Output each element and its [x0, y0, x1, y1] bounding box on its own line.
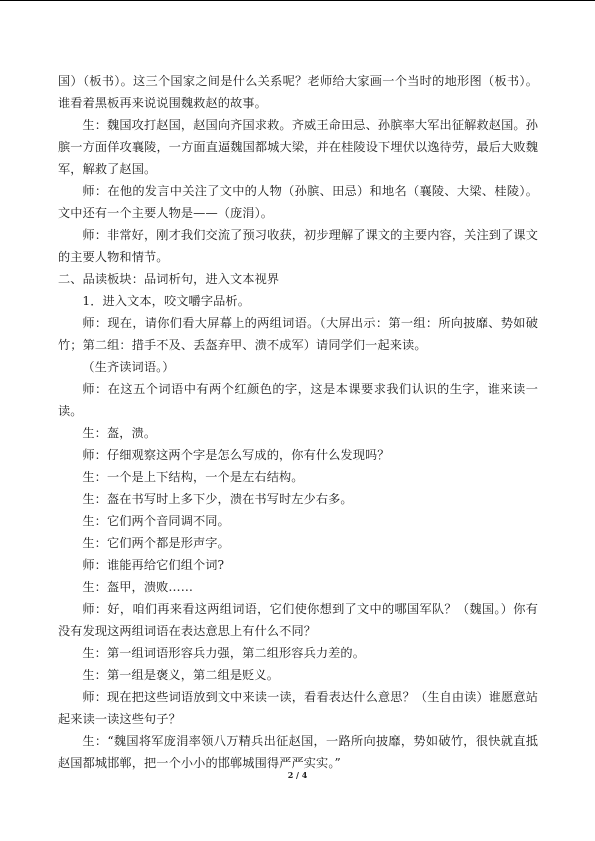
paragraph: 师：好，咱们再来看这两组词语，它们使你想到了文中的哪国军队？（魏国。）你有没有发现这两组词语在表达意思上有什么不同？ [58, 602, 538, 638]
paragraph: 生：第一组词语形容兵力强，第二组形容兵力差的。 [82, 646, 366, 660]
paragraph: 国）（板书）。这三个国家之间是什么关系呢？老师给大家画一个当时的地形图（板书）。谁看着黑板再来说说围魏救赵的故事。 [58, 74, 538, 110]
paragraph: 师：谁能再给它们组个词? [82, 558, 225, 572]
paragraph: 生：它们两个音同调不同。 [82, 514, 230, 528]
paragraph: （生齐读词语。） [82, 360, 175, 374]
paragraph: 生：盔，溃。 [82, 426, 157, 440]
paragraph: 生：“魏国将军庞涓率领八万精兵出征赵国，一路所向披靡，势如破竹，很快就直抵赵国都城邯郸，把一个小小的邯郸城围得严严实实。” [58, 734, 538, 770]
paragraph: 生：一个是上下结构，一个是左右结构。 [82, 470, 304, 484]
page-number: 2 / 4 [287, 770, 308, 780]
paragraph: 师：仔细观察这两个字是怎么写成的，你有什么发现吗？ [82, 448, 390, 462]
paragraph: 生：第一组是褒义，第二组是贬义。 [82, 668, 279, 682]
paragraph: 师：现在把这些词语放到文中来读一读，看看表达什么意思？（生自由读）谁愿意站起来读一读这些句子？ [58, 690, 538, 726]
paragraph: 生：它们两个都是形声字。 [82, 536, 230, 550]
paragraph: 师：非常好，刚才我们交流了预习收获，初步理解了课文的主要内容，关注到了课文的主要人物和情节。 [58, 228, 538, 264]
document-body [58, 70, 538, 774]
paragraph: 师：在这五个词语中有两个红颜色的字，这是本课要求我们认识的生字，谁来读一读。 [58, 382, 538, 418]
paragraph: 生：魏国攻打赵国，赵国向齐国求救。齐威王命田忌、孙膑率大军出征解救赵国。孙膑一方面佯攻襄陵，一方面直逼魏国都城大梁，并在桂陵设下埋伏以逸待劳，最后大败魏军，解救了赵国。 [58, 118, 538, 176]
paragraph: 师：在他的发言中关注了文中的人物（孙膑、田忌）和地名（襄陵、大梁、桂陵）。文中还有一个主要人物是——（庞涓）。 [58, 184, 538, 220]
section-heading: 二、品读板块：品词析句，进入文本视界 [58, 272, 280, 286]
paragraph: 师：现在，请你们看大屏幕上的两组词语。（大屏出示：第一组：所向披靡、势如破竹；第二组：措手不及、丢盔弃甲、溃不成军）请同学们一起来读。 [58, 316, 538, 352]
header-rule [0, 0, 595, 1]
paragraph: 生：盔在书写时上多下少，溃在书写时左少右多。 [82, 492, 353, 506]
subsection-heading: 1．进入文本，咬文嚼字品析。 [82, 294, 250, 308]
paragraph: 生：盔甲，溃败…… [82, 580, 193, 594]
